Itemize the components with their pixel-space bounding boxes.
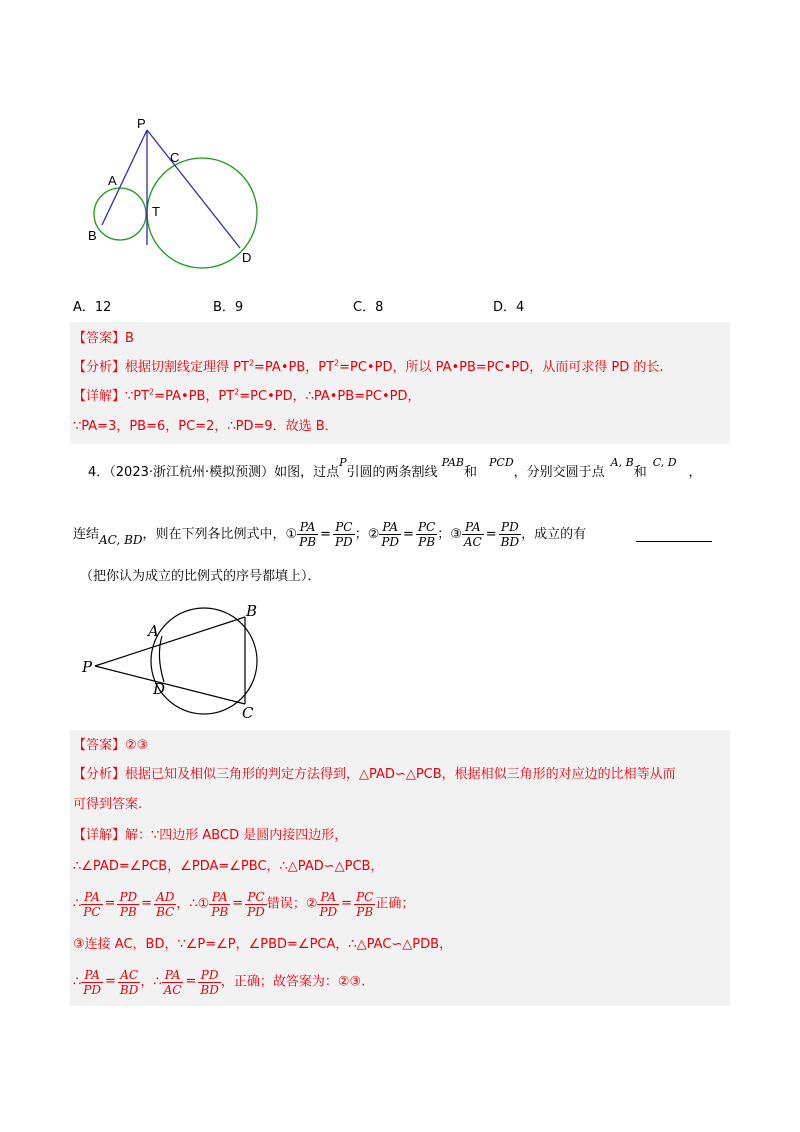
q4-detail-line4: ③连接 AC，BD，∵∠P=∠P，∠PBD=∠PCA，∴△PAC∽△PDB， <box>73 937 453 952</box>
label-A: A <box>148 622 159 640</box>
q4-answer: 【答案】②③ <box>73 738 149 753</box>
q4-detail-line2: ∴∠PAD=∠PCB，∠PDA=∠PBC，∴△PAD∽△PCB， <box>73 859 384 874</box>
label-D: D <box>242 250 252 265</box>
q4-detail-line5: ∴ $\frac{PA}{PD}$ = $\frac{AC}{BD}$ ，∴ $\frac{PA}{AC}$ = $\frac{PD}{BD}$ ，正确；故答案为：②③. <box>73 967 366 997</box>
q4-detail-line1: 【详解】解：∵四边形 ABCD 是圆内接四边形， <box>73 828 348 843</box>
label-B: B <box>246 602 258 620</box>
option-a: A．12 <box>73 300 112 315</box>
answer-blank[interactable] <box>636 541 712 542</box>
label-C: C <box>242 704 254 722</box>
figure-tangent-secant <box>80 110 280 275</box>
label-D: D <box>153 680 166 698</box>
label-C: C <box>170 150 180 165</box>
q3-detail: 【详解】$\because PT^2=PA•PB$，$PT^2=PC•PD$，∴PA•PB=PC•PD， <box>73 387 421 404</box>
q3-answer: 【答案】B <box>73 331 134 346</box>
option-d: D．4 <box>493 300 525 315</box>
option-b: B．9 <box>213 300 244 315</box>
label-A: A <box>108 173 117 188</box>
option-c: C．8 <box>353 300 384 315</box>
q4-detail-line3: ∴ $\frac{PA}{PC}$ = $\frac{PD}{PB}$ = $\frac{AD}{BC}$ ，∴① $\frac{PA}{PB}$ = $\frac{PC}{PD}$ 错误；② $\frac{PA}{PD}$ = $\frac{PC}{PB}$ 正确； <box>73 889 415 919</box>
figure-circle-secants <box>80 600 280 725</box>
q4-analysis: 【分析】根据已知及相似三角形的判定方法得到，△PAD∽△PCB，根据相似三角形的对应边的比相等从而 <box>73 767 676 782</box>
q4-stem-line2: 连结AC, BD，则在下列各比例式中，① $\frac{PA}{PB}$ = $\frac{PC}{PD}$ ；② $\frac{PA}{PD}$ = $\frac{PC}{PB}$ ；③ $\frac{PA}{AC}$ = $\frac{PD}{BD}$ ，成立的有 <box>73 520 587 549</box>
label-P: P <box>137 116 146 131</box>
q4-stem-line1: 4．（2023·浙江杭州·模拟预测）如图，过点$^P$引圆的两条割线$^{PAB}$和$^{PCD}$，分别交圆于点$^{A, B}$和$^{C, D}$， <box>88 456 702 480</box>
label-B: B <box>88 228 97 243</box>
q3-analysis: 【分析】根据切割线定理得 $PT^2=PA•PB$，$PT^2=PC•PD$，所以 PA•PB=PC•PD，从而可求得 PD 的长. <box>73 358 664 375</box>
q4-analysis-line2: 可得到答案. <box>73 797 143 812</box>
label-T: T <box>152 204 160 219</box>
label-P: P <box>82 658 93 676</box>
q4-stem-line3: （把你认为成立的比例式的序号都填上）． <box>80 569 321 584</box>
q3-detail-line2: ∵PA=3，PB=6，PC=2，∴PD=9．故选 B． <box>73 419 338 434</box>
